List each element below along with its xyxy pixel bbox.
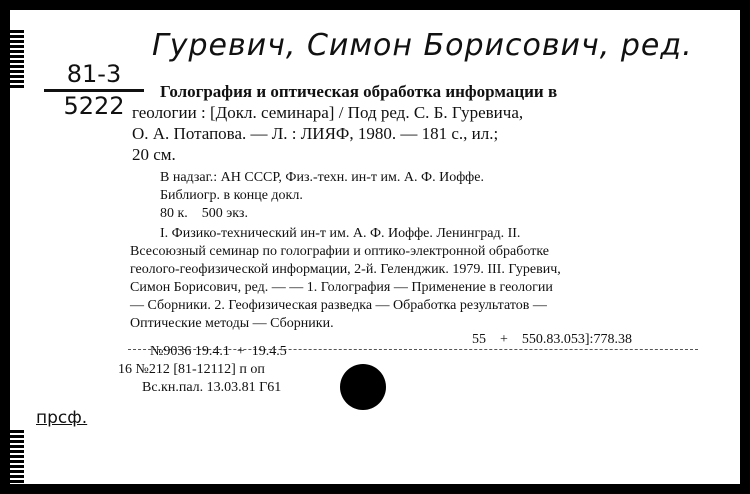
classification-index: 55 + 550.83.053]:778.38: [472, 332, 632, 347]
shelf-number: [44, 62, 144, 118]
subject-line-4: Симон Борисович, ред. — — 1. Голография — Применение в геологии: [130, 280, 553, 295]
subject-line-2: Всесоюзный семинар по голографии и оптико-электронной обработке: [130, 244, 549, 259]
shelf-number-top: 81-3: [44, 62, 144, 92]
subject-line-5: — Сборники. 2. Геофизическая разведка — Обработка результатов —: [130, 298, 547, 313]
note-line-2: Библиогр. в конце докл.: [160, 188, 303, 203]
subject-line-3: геолого-геофизической информации, 2-й. Геленджик. 1979. III. Гуревич,: [130, 262, 561, 277]
handwritten-author-note: Гуревич, Симон Борисович, ред.: [152, 28, 693, 63]
title-line-1: Голография и оптическая обработка информации в: [160, 82, 558, 101]
card-edge-mark: [10, 430, 24, 484]
note-line-1: В надзаг.: АН СССР, Физ.-техн. ин-т им. А. Ф. Иоффе.: [160, 170, 484, 185]
card-edge-mark: [10, 30, 24, 90]
title-line-4: 20 см.: [132, 145, 176, 164]
footer-line-2: 16 №212 [81-12112] п оп: [118, 362, 265, 377]
catalog-card: [10, 10, 740, 484]
note-line-3: 80 к. 500 экз.: [160, 206, 248, 221]
subject-line-1: I. Физико-технический ин-т им. А. Ф. Иоффе. Ленинград. II.: [160, 226, 521, 241]
footer-line-3: Вс.кн.пал. 13.03.81 Г61: [142, 380, 282, 395]
footer-line-1: №9036 19.4.1 + 19.4.5: [150, 344, 287, 359]
title-line-2: геологии : [Докл. семинара] / Под ред. С. Б. Гуревича,: [132, 103, 524, 122]
title-line-3: О. А. Потапова. — Л. : ЛИЯФ, 1980. — 181 с., ил.;: [132, 124, 499, 143]
subject-line-6: Оптические методы — Сборники.: [130, 316, 334, 331]
shelf-number-bottom: 5222: [63, 92, 125, 120]
punch-hole: [340, 364, 386, 410]
handwritten-stamp: прсф.: [36, 408, 88, 428]
